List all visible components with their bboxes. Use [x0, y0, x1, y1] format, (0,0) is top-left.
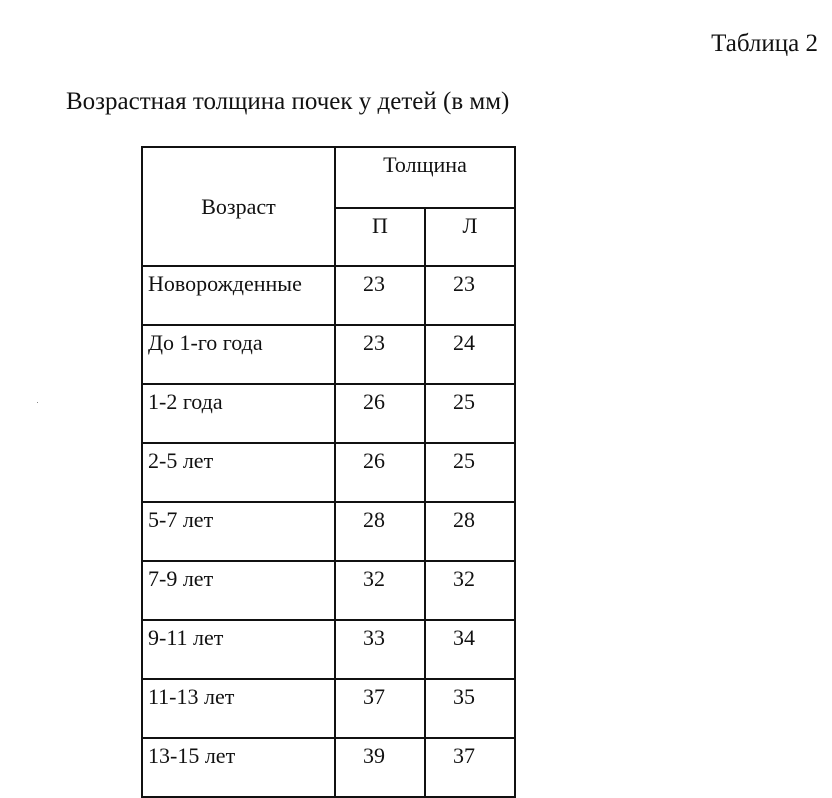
- left-value-cell: 34: [425, 620, 515, 679]
- table-row: [142, 738, 515, 797]
- table-row: [142, 620, 515, 679]
- left-value-cell: 25: [425, 443, 515, 502]
- scan-speck: [37, 402, 38, 403]
- left-value-cell: 25: [425, 384, 515, 443]
- left-kidney-header: Л: [425, 208, 515, 266]
- table-header-row: [142, 147, 515, 208]
- age-cell: 9-11 лет: [142, 620, 335, 679]
- table-row: [142, 443, 515, 502]
- age-cell: 5-7 лет: [142, 502, 335, 561]
- age-cell: 1-2 года: [142, 384, 335, 443]
- table-row: [142, 561, 515, 620]
- table-row: [142, 325, 515, 384]
- thickness-column-header: Толщина: [335, 147, 515, 208]
- table-row: [142, 266, 515, 325]
- right-value-cell: 28: [335, 502, 425, 561]
- right-value-cell: 39: [335, 738, 425, 797]
- right-value-cell: 33: [335, 620, 425, 679]
- left-value-cell: 24: [425, 325, 515, 384]
- age-cell: 2-5 лет: [142, 443, 335, 502]
- kidney-thickness-table: [141, 146, 516, 798]
- age-cell: Новорожденные: [142, 266, 335, 325]
- table-row: [142, 679, 515, 738]
- right-value-cell: 32: [335, 561, 425, 620]
- left-value-cell: 32: [425, 561, 515, 620]
- right-value-cell: 26: [335, 384, 425, 443]
- age-cell: 11-13 лет: [142, 679, 335, 738]
- age-column-header: Возраст: [142, 147, 335, 266]
- table-number-label: Таблица 2: [711, 30, 818, 57]
- right-kidney-header: П: [335, 208, 425, 266]
- age-cell: До 1-го года: [142, 325, 335, 384]
- page-title: Возрастная толщина почек у детей (в мм): [66, 88, 510, 115]
- left-value-cell: 37: [425, 738, 515, 797]
- left-value-cell: 35: [425, 679, 515, 738]
- left-value-cell: 23: [425, 266, 515, 325]
- right-value-cell: 23: [335, 266, 425, 325]
- age-cell: 7-9 лет: [142, 561, 335, 620]
- age-cell: 13-15 лет: [142, 738, 335, 797]
- table-row: [142, 502, 515, 561]
- right-value-cell: 37: [335, 679, 425, 738]
- right-value-cell: 26: [335, 443, 425, 502]
- left-value-cell: 28: [425, 502, 515, 561]
- right-value-cell: 23: [335, 325, 425, 384]
- table-row: [142, 384, 515, 443]
